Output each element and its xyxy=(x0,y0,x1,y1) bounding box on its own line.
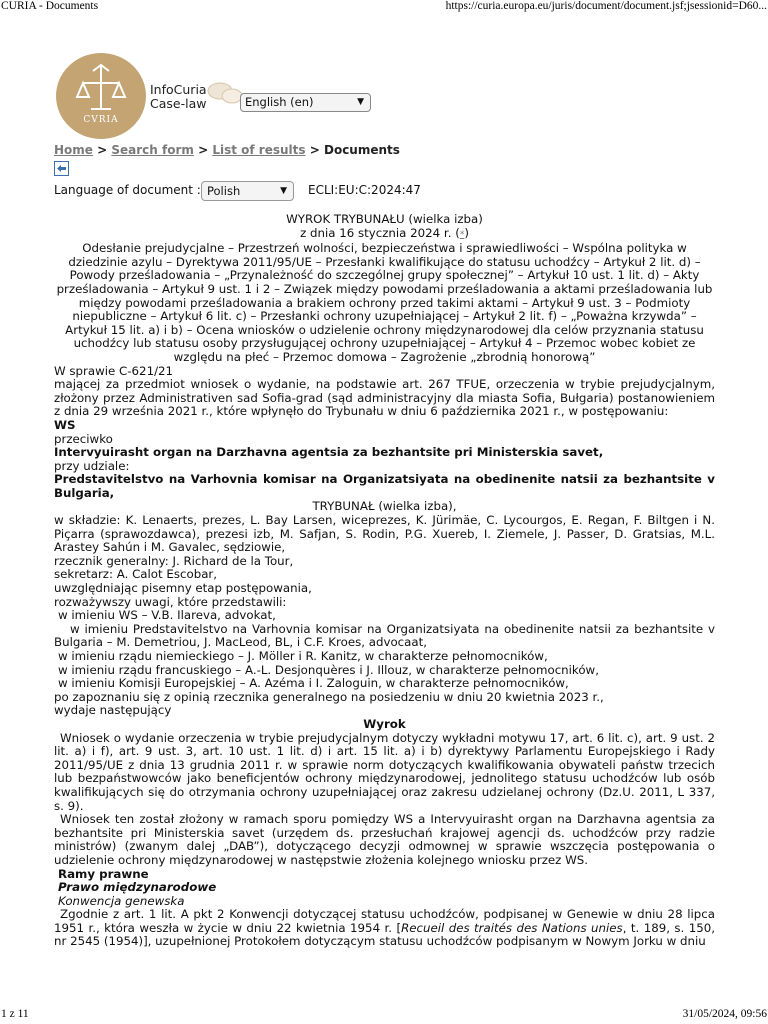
participation-label: przy udziale: xyxy=(54,458,130,473)
curia-emblem-icon xyxy=(56,53,146,139)
speech-bubbles-icon xyxy=(205,80,245,106)
judgment-document xyxy=(54,213,715,949)
breadcrumb-sep: > xyxy=(198,143,209,157)
court-name: TRYBUNAŁ (wielka izba), xyxy=(312,499,457,514)
curia-logo[interactable] xyxy=(56,53,147,139)
paragraph-3-text-italic: Recueil des traités des Nations unies xyxy=(401,920,623,935)
judgment-date-line: z dnia 16 stycznia 2024 r. (*) xyxy=(300,225,469,240)
observation-item: w imieniu Predstavitelstvo na Varhovnia komisar na Organizatsiyata na obedinenite natsii za bezhantsite v Bulgaria – M. Demetriou, J. MacLeod, BL, i C.F. Kroes, advocaat, xyxy=(54,621,715,650)
case-intro: mającej za przedmiot wniosek o wydanie, na podstawie art. 267 TFUE, orzeczenia w trybie prejudycjalnym, złożony przez Administrativen sad Sofia-grad (sąd administracyjny dla miasta Sofia, Bułgaria) postanowieniem z dnia 29 września 2021 r., które wpłynęło do Trybunału w dniu 6 października 2021 r., w postępowaniu: xyxy=(54,377,715,419)
observation-item: w imieniu Komisji Europejskiej – A. Azéma i I. Zaloguin, w charakterze pełnomocników, xyxy=(58,676,569,691)
observations-intro: rozważywszy uwagi, które przedstawili: xyxy=(54,594,287,609)
paragraph-3 xyxy=(54,908,715,949)
observation-item: w imieniu rządu francuskiego – A.-L. Desjonquères i J. Illouz, w charakterze pełnomocników, xyxy=(58,662,599,677)
written-procedure: uwzględniając pisemny etap postępowania, xyxy=(54,581,312,596)
breadcrumb xyxy=(54,143,400,157)
heading-geneva-convention: Konwencja genewska xyxy=(58,893,185,908)
judgment-title: WYROK TRYBUNAŁU (wielka izba) xyxy=(286,212,483,226)
brand-line2: Case-law xyxy=(150,96,207,111)
versus-label: przeciwko xyxy=(54,431,113,446)
print-datetime: 31/05/2024, 09:56 xyxy=(682,1008,767,1020)
party-defendant: Intervyuirasht organ na Darzhavna agentsia za bezhantsite pri Ministerskia savet, xyxy=(54,445,604,460)
breadcrumb-home[interactable]: Home xyxy=(54,143,93,157)
advocate-general: rzecznik generalny: J. Richard de la Tour, xyxy=(54,553,294,568)
language-select[interactable] xyxy=(240,93,371,112)
doc-language-label: Language of document : xyxy=(54,183,201,197)
heading-legal-framework: Ramy prawne xyxy=(58,866,149,881)
court-composition: w składzie: K. Lenaerts, prezes, L. Bay Larsen, wiceprezes, K. Jürimäe, C. Lycourgos, E. Regan, F. Biltgen i N. Piçarra (sprawozdawca), prezesi izb, M. Safjan, S. Rodin, P.G. Xuereb, I. Ziemele, J. Passer, D. Gratsias, M.L. Arastey Sahún i M. Gavalec, sędziowie, xyxy=(54,513,715,555)
judgment-date: z dnia 16 stycznia 2024 r. xyxy=(300,225,452,240)
after-opinion: po zapoznaniu się z opinią rzecznika generalnego na posiedzeniu w dniu 20 kwietnia 2023 r., xyxy=(54,689,604,704)
print-title: CURIA - Documents xyxy=(1,0,99,12)
logo-text: CVRIA xyxy=(83,115,119,125)
brand-line1: InfoCuria xyxy=(150,82,207,97)
breadcrumb-sep: > xyxy=(97,143,108,157)
infocuria-brand xyxy=(150,83,207,111)
breadcrumb-list-of-results[interactable]: List of results xyxy=(212,143,306,157)
judgment-heading: Wyrok xyxy=(363,716,406,731)
judgment-keywords: Odesłanie prejudycjalne – Przestrzeń wolności, bezpieczeństwa i sprawiedliwości – Wspólna polityka w dziedzinie azylu – Dyrektywa 2011/95/UE – Przesłanki kwalifikujące do statusu uchodźcy – Artykuł 2 lit. d) – Powody prześladowania – „Przynależność do szczególnej grupy społecznej” – Artykuł 10 ust. 1 lit. d) – Akty prześladowania – Artykuł 9 ust. 1 i 2 – Związek między powodami prześladowania a aktami prześladowania lub między powodami prześladowania a brakiem ochrony przed takimi aktami – Artykuł 9 ust. 3 – Podmioty niepubliczne – Artykuł 6 lit. c) – Przesłanki ochrony uzupełniającej – Artykuł 2 lit. f) – „Poważna krzywda” – Artykuł 15 lit. a) i b) – Ocena wniosków o udzielenie ochrony międzynarodowej dla celów przyznania statusu uchodźcy lub statusu osoby przysługującej ochrony uzupełniającej – Artykuł 4 – Przemoc wobec kobiet ze względu na płeć – Przemoc domowa – Zagrożenie „zbrodnią honorową” xyxy=(56,241,713,364)
print-url: https://curia.europa.eu/juris/document/document.jsf;jsessionid=D60... xyxy=(445,0,767,12)
paragraph-3-text-b: , t. 189, s. 150, nr 2545 (1954)], uzupełnionej Protokołem dotyczącym statusu uchodźców podpisanym w Nowym Jorku w dniu xyxy=(54,920,715,949)
heading-international-law: Prawo międzynarodowe xyxy=(58,880,217,895)
chevron-down-icon: ▼ xyxy=(357,97,364,107)
ecli-identifier: ECLI:EU:C:2024:47 xyxy=(308,183,421,197)
observation-item: w imieniu WS – V.B. Ilareva, advokat, xyxy=(58,608,276,623)
print-page-number: 1 z 11 xyxy=(1,1008,29,1020)
back-arrow-icon[interactable] xyxy=(54,161,69,176)
print-header xyxy=(0,0,768,14)
breadcrumb-search-form[interactable]: Search form xyxy=(111,143,194,157)
doc-language-select[interactable] xyxy=(201,181,294,201)
registrar: sekretarz: A. Calot Escobar, xyxy=(54,567,218,582)
print-footer xyxy=(0,1008,768,1024)
paragraph-1: Wniosek o wydanie orzeczenia w trybie prejudycjalnym dotyczy wykładni motywu 17, art. 6 lit. c), art. 9 ust. 2 lit. a) i f), art. 9 ust. 3, art. 10 ust. 1 lit. d) i art. 15 lit. a) i b) dyrektywy Parlamentu Europejskiego i Rady 2011/95/UE z dnia 13 grudnia 2011 r. w sprawie norm dotyczących kwalifikowania obywateli państw trzecich lub bezpaństwowców jako beneficjentów ochrony międzynarodowej, jednolitego statusu uchodźców lub osób kwalifikujących się do otrzymania ochrony uzupełniającej oraz zakresu udzielanej ochrony (Dz.U. 2011, L 337, s. 9). xyxy=(54,730,715,813)
doc-language-value: Polish xyxy=(207,184,241,198)
case-number: W sprawie C-621/21 xyxy=(54,363,174,378)
paragraph-2: Wniosek ten został złożony w ramach sporu pomiędzy WS a Intervyuirasht organ na Darzhavna agentsia za bezhantsite pri Ministerskia savet (urzędem ds. przesłuchań krajowej agencji ds. uchodźców przy radzie ministrów) (zwanym dalej „DAB”), dotyczącego decyzji odmownej w sprawie wszczęcia postępowania o udzielenie ochrony międzynarodowej w następstwie złożenia kolejnego wniosku przez WS. xyxy=(54,812,715,867)
observation-item: w imieniu rządu niemieckiego – J. Möller i R. Kanitz, w charakterze pełnomocników, xyxy=(58,649,548,663)
breadcrumb-current: Documents xyxy=(323,143,400,157)
party-applicant: WS xyxy=(54,417,76,432)
language-select-value: English (en) xyxy=(245,95,314,109)
chevron-down-icon: ▼ xyxy=(280,186,287,196)
party-intervener: Predstavitelstvo na Varhovnia komisar na Organizatsiyata na obedinenite natsii za bezhantsite v Bulgaria, xyxy=(54,472,715,500)
footnote-link[interactable]: * xyxy=(459,229,465,240)
breadcrumb-sep: > xyxy=(309,143,320,157)
delivers: wydaje następujący xyxy=(54,703,172,718)
paragraph-3-text-a: Zgodnie z art. 1 lit. A pkt 2 Konwencji dotyczącej statusu uchodźców, podpisanej w Genewie w dniu 28 lipca 1951 r., która weszła w życie w dniu 22 kwietnia 1954 r. [ xyxy=(54,907,715,935)
